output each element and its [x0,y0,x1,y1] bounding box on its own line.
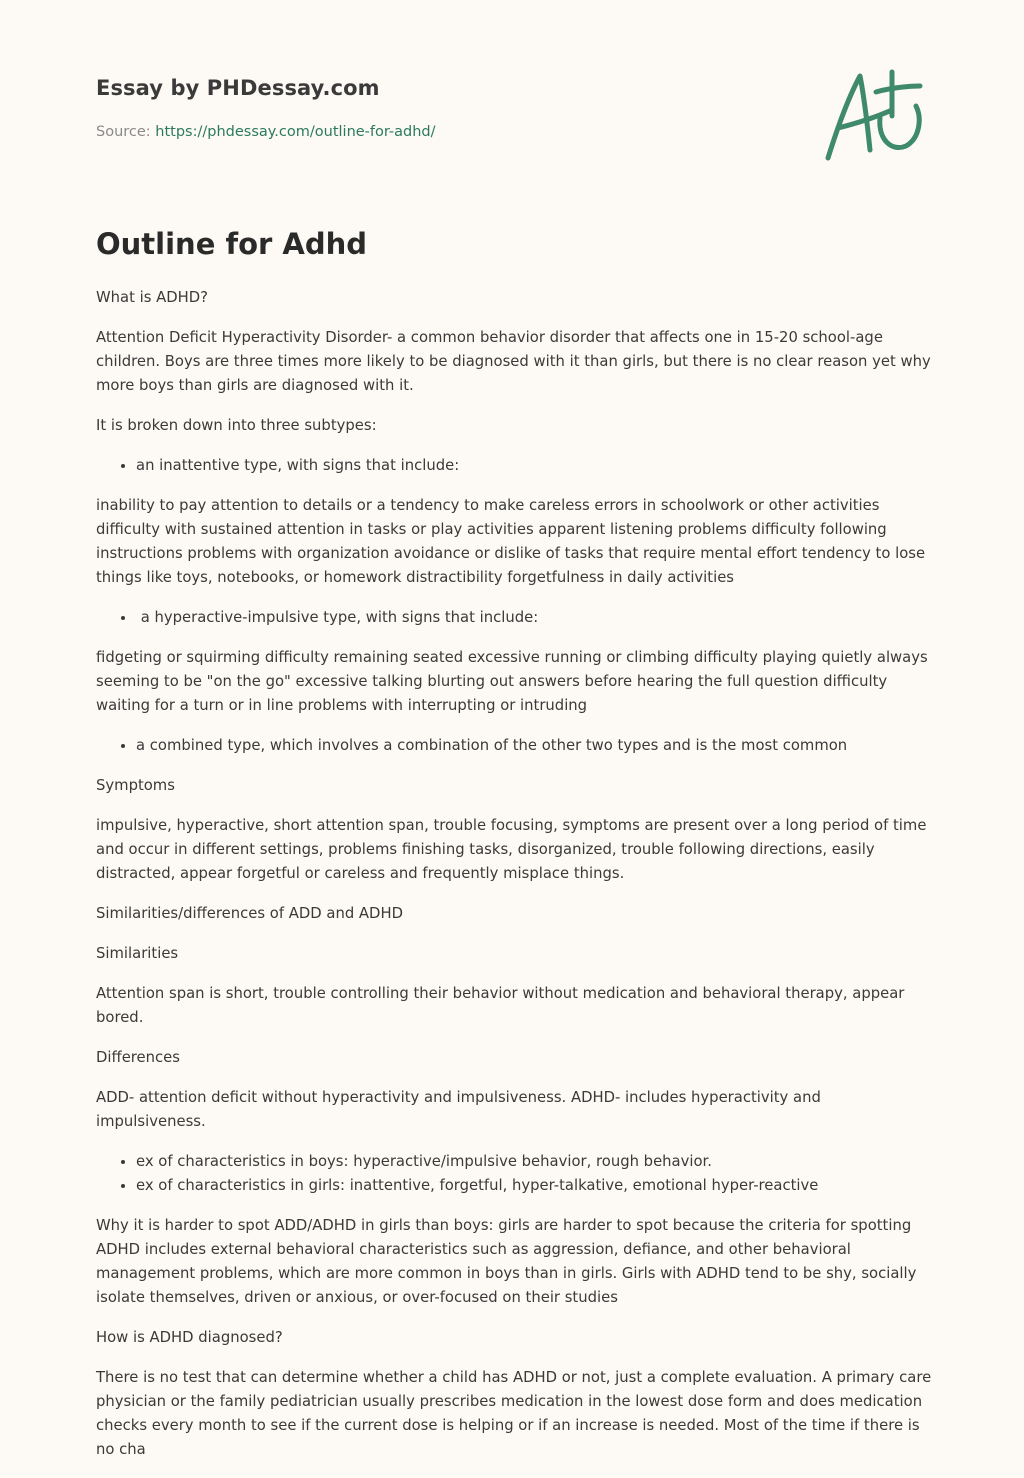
heading-similarities-differences: Similarities/differences of ADD and ADHD [96,905,403,922]
article-title: Outline for Adhd [96,227,367,261]
a-plus-logo-icon [820,66,930,166]
list-item: • a combined type, which involves a combination of the other two types and is the most common [136,734,932,758]
subtype-list-inattentive [96,454,932,478]
page-header [96,76,926,140]
paragraph-girls-harder-to-spot: Why it is harder to spot ADD/ADHD in girls than boys: girls are harder to spot because the criteria for spotting ADHD includes external behavioral characteristics such as aggression, defiance, and other behavioral management problems, which are more common in boys than in girls. Girls with ADHD tend to be shy, socially isolate themselves, driven or anxious, or over-focused on their studies [96,1217,917,1306]
list-item: • ex of characteristics in girls: inattentive, forgetful, hyper-talkative, emotional hyper-reactive [136,1174,932,1198]
question-what-is-adhd: What is ADHD? [96,289,208,306]
paragraph-diagnosis: There is no test that can determine whether a child has ADHD or not, just a complete evaluation. A primary care physician or the family pediatrician usually prescribes medication in the lowest dose form and does medication checks every month to see if the current dose is helping or if an increase is needed. Most of the time if there is no cha [96,1369,932,1458]
site-brand: Essay by PHDessay.com [96,76,380,100]
article [96,226,932,1478]
paragraph-similarities: Attention span is short, trouble controlling their behavior without medication and behavioral therapy, appear bored. [96,985,905,1026]
paragraph-symptoms: impulsive, hyperactive, short attention span, trouble focusing, symptoms are present over a long period of time and occur in different settings, problems finishing tasks, disorganized, trouble following directions, easily distracted, appear forgetful or careless and frequently misplace things. [96,817,927,882]
characteristics-list [96,1150,932,1198]
subtype-list-hyperactive [96,606,932,630]
heading-symptoms: Symptoms [96,777,175,794]
source-label: Source: [96,124,156,140]
list-item: • ex of characteristics in boys: hyperactive/impulsive behavior, rough behavior. [136,1150,932,1174]
subtype-list-combined [96,734,932,758]
source-line [96,124,436,140]
paragraph-hyperactive-signs: fidgeting or squirming difficulty remaining seated excessive running or climbing difficulty playing quietly always seeming to be "on the go" excessive talking blurting out answers before hearing the full question difficulty waiting for a turn or in line problems with interrupting or intruding [96,649,928,714]
heading-differences: Differences [96,1049,180,1066]
paragraph-inattentive-signs: inability to pay attention to details or a tendency to make careless errors in schoolwork or other activities difficulty with sustained attention in tasks or play activities apparent listening problems difficulty following instructions problems with organization avoidance or dislike of tasks that require mental effort tendency to lose things like toys, notebooks, or homework distractibility forgetfulness in daily activities [96,497,926,586]
source-link[interactable]: https://phdessay.com/outline-for-adhd/ [155,124,436,140]
paragraph-subtypes-intro: It is broken down into three subtypes: [96,417,377,434]
list-item: • a hyperactive-impulsive type, with signs that include: [136,606,932,630]
paragraph-differences: ADD- attention deficit without hyperactivity and impulsiveness. ADHD- includes hyperactivity and impulsiveness. [96,1089,821,1130]
heading-similarities: Similarities [96,945,179,962]
heading-diagnosis: How is ADHD diagnosed? [96,1329,283,1346]
list-item: • an inattentive type, with signs that include: [136,454,932,478]
paragraph-definition: Attention Deficit Hyperactivity Disorder- a common behavior disorder that affects one in 15-20 school-age children. Boys are three times more likely to be diagnosed with it than girls, but there is no clear reason yet why more boys than girls are diagnosed with it. [96,329,931,394]
